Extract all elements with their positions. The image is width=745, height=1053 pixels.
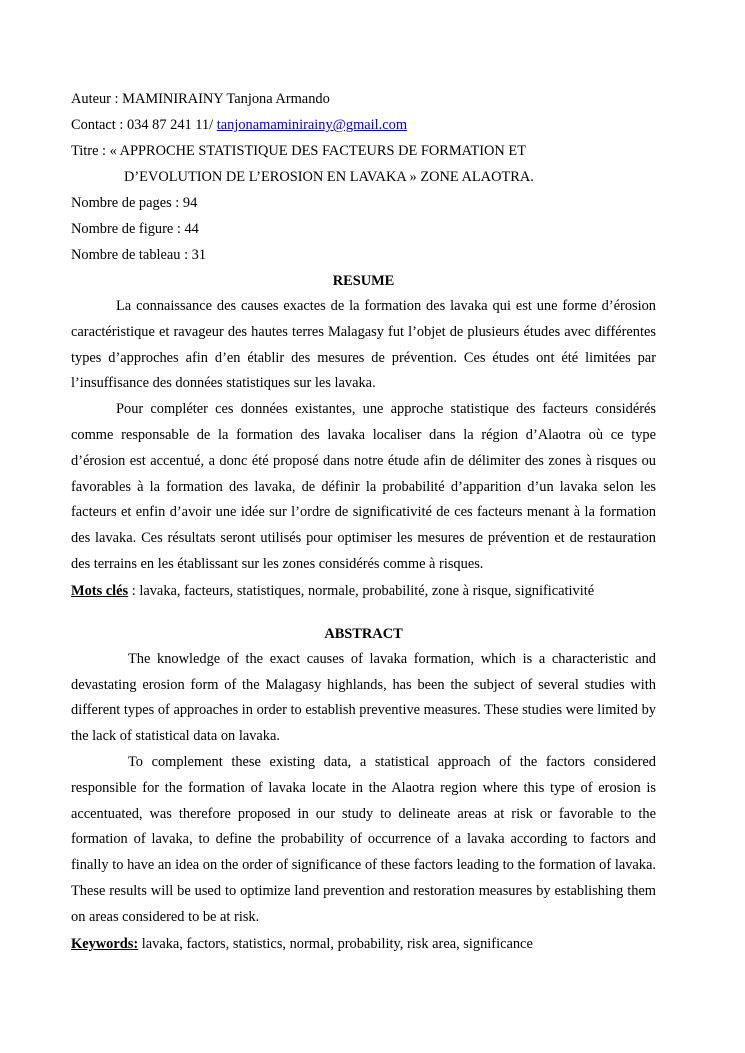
abstract-paragraph-2: To complement these existing data, a statistical approach of the factors considered responsible for the formation of lavaka locate in the Alaotra region where this type of erosion is accentuated, was therefore proposed in our study to delineate areas at risk or favorable to the formation of lavaka, to define the probability of occurrence of a lavaka according to factors and finally to have an idea on the order of significance of these factors leading to the formation of lavaka. These results will be used to optimize land prevention and restoration measures by establishing them on areas considered to be at risk. <box>71 753 656 925</box>
tables-count-line: Nombre de tableau : 31 <box>71 247 207 263</box>
abstract-keywords-label: Keywords: <box>71 935 139 952</box>
resume-paragraph-2: Pour compléter ces données existantes, une approche statistique des facteurs considérés comme responsable de la formation des lavaka localiser dans la région d’Alaotra où ce type d’érosion est accentué, a donc été proposé dans notre étude afin de délimiter des zones à risques ou favorables à la formation des lavaka, de définir la probabilité d’apparition d’un lavaka selon les facteurs et enfin d’avoir une idée sur l’ordre de significativité de ces facteurs menant à la formation des lavaka. Ces résultats seront utilisés pour optimiser les mesures de prévention et de restauration des terrains en les établissant sur les zones considérés comme à risques. <box>71 401 656 572</box>
pages-count-line: Nombre de pages : 94 <box>71 195 198 211</box>
title-line-1: Titre : « APPROCHE STATISTIQUE DES FACTEURS DE FORMATION ET <box>71 143 526 159</box>
abstract-heading: ABSTRACT <box>324 625 403 642</box>
section-spacer <box>71 604 656 621</box>
resume-keywords <box>71 578 656 604</box>
resume-heading: RESUME <box>332 273 395 289</box>
abstract-keywords-text: lavaka, factors, statistics, normal, probability, risk area, significance <box>138 935 533 952</box>
contact-phone: Contact : 034 87 241 11/ <box>71 117 217 133</box>
resume-paragraph-1: La connaissance des causes exactes de la formation des lavaka qui est une forme d’érosion caractéristique et ravageur des hautes terres Malagasy fut l’objet de plusieurs études avec différentes types d’approches afin d’en établir des mesures de prévention. Ces études ont été limitées par l’insuffisance des données statistiques sur les lavaka. <box>71 298 656 392</box>
contact-line <box>71 112 656 138</box>
figures-count-line: Nombre de figure : 44 <box>71 221 199 237</box>
title-line-2: D’EVOLUTION DE L’EROSION EN LAVAKA » ZONE ALAOTRA. <box>124 169 534 185</box>
author-line: Auteur : MAMINIRAINY Tanjona Armando <box>71 91 330 107</box>
document-page <box>71 86 656 957</box>
resume-keywords-text: : lavaka, facteurs, statistiques, normale, probabilité, zone à risque, significativité <box>128 582 595 599</box>
contact-email-link[interactable]: tanjonamaminirainy@gmail.com <box>216 117 408 133</box>
abstract-keywords <box>71 931 656 957</box>
abstract-paragraph-1: The knowledge of the exact causes of lavaka formation, which is a characteristic and devastating erosion form of the Malagasy highlands, has been the subject of several studies with different types of approaches in order to establish preventive measures. These studies were limited by the lack of statistical data on lavaka. <box>71 650 656 745</box>
resume-keywords-label: Mots clés <box>71 582 129 599</box>
